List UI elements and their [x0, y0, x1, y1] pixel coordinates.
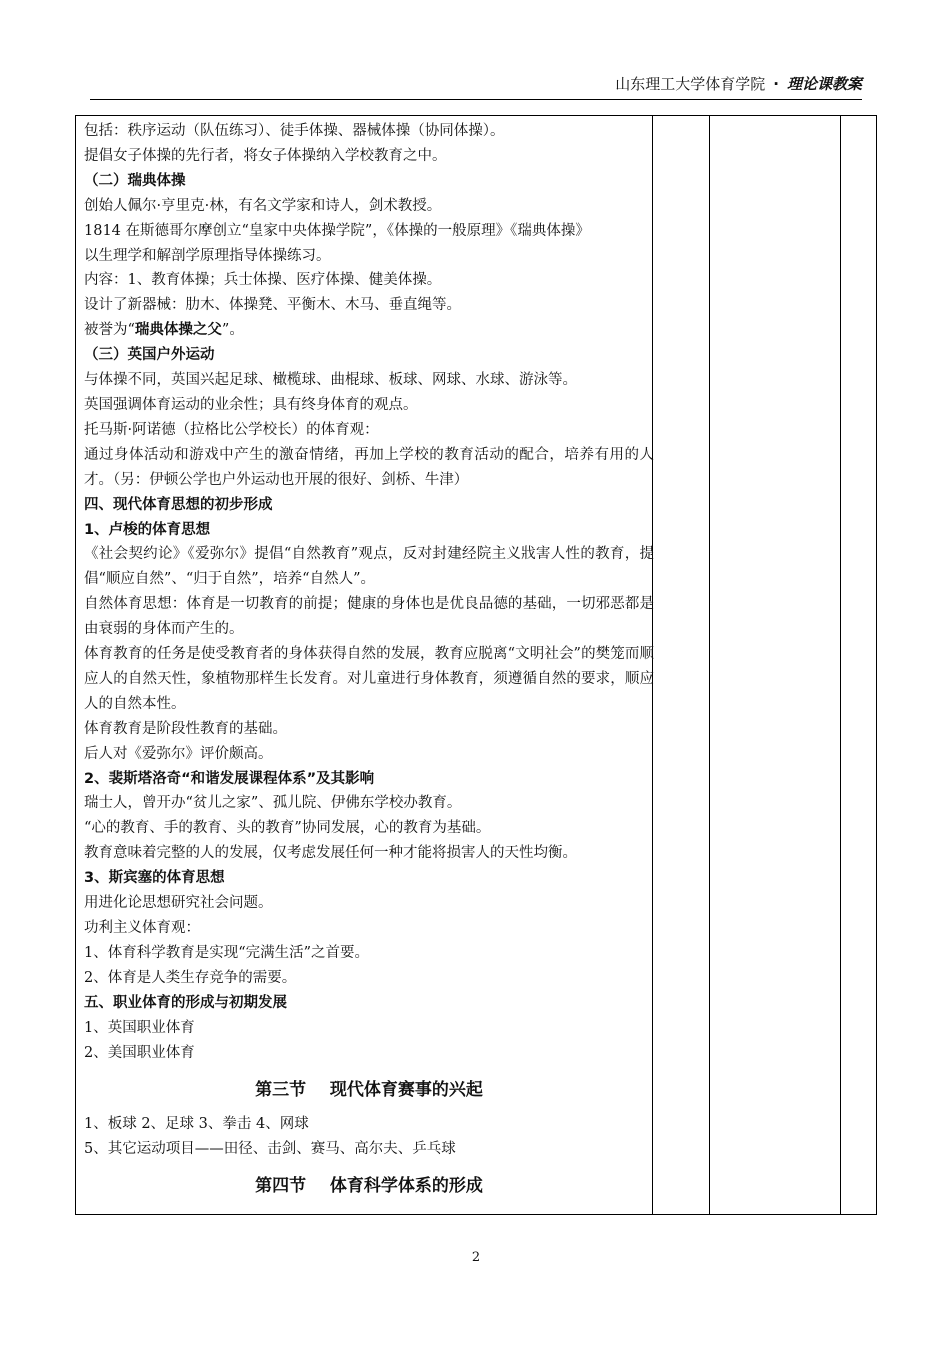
- subsection-heading: 1、卢梭的体育思想: [84, 521, 211, 538]
- text-line: 创始人佩尔·亨里克·林，有名文学家和诗人，剑术教授。: [84, 197, 442, 214]
- column-divider-3: [840, 115, 841, 1215]
- text-line: 功利主义体育观：: [84, 920, 200, 936]
- text-line: 1814 在斯德哥尔摩创立“皇家中央体操学院”，《体操的一般原理》《瑞典体操》: [84, 222, 590, 239]
- chapter-section-title: 第四节 体育科学体系的形成: [255, 1176, 483, 1197]
- column-divider-2: [709, 115, 710, 1215]
- text-line: 5、其它运动项目——田径、击剑、赛马、高尔夫、乒乓球: [84, 1141, 456, 1158]
- text-line: 2、体育是人类生存竞争的需要。: [84, 969, 297, 986]
- text-span: 被誉为“: [84, 322, 135, 339]
- section-heading: 五、职业体育的形成与初期发展: [84, 994, 287, 1011]
- subsection-heading: 3、斯宾塞的体育思想: [84, 870, 225, 887]
- text-line: 提倡女子体操的先行者，将女子体操纳入学校教育之中。: [84, 147, 447, 164]
- text-line: 与体操不同，英国兴起足球、橄榄球、曲棍球、板球、网球、水球、游泳等。: [84, 372, 577, 389]
- chapter-section-title: 第三节 现代体育赛事的兴起: [255, 1080, 483, 1101]
- page-header: [0, 74, 862, 94]
- text-line: 以生理学和解剖学原理指导体操练习。: [84, 247, 331, 264]
- header-school: 山东理工大学体育学院: [615, 75, 766, 93]
- section-heading: （二）瑞典体操: [84, 172, 186, 189]
- text-line: 体育教育是阶段性教育的基础。: [84, 720, 287, 737]
- section-heading: （三）英国户外运动: [84, 347, 215, 364]
- header-separator: ·: [773, 75, 779, 93]
- page-number: 2: [471, 1250, 481, 1265]
- text-line: 英国强调体育运动的业余性；具有终身体育的观点。: [84, 396, 418, 413]
- text-line: 托马斯·阿诺德（拉格比公学校长）的体育观：: [84, 421, 379, 438]
- text-line: 1、板球 2、足球 3、拳击 4、网球: [84, 1116, 309, 1133]
- text-line: “心的教育、手的教育、头的教育”协同发展，心的教育为基础。: [84, 820, 491, 837]
- text-paragraph: 通过身体活动和游戏中产生的激奋情绪，再加上学校的教育活动的配合，培养有用的人才。（另：伊顿公学也户外运动也开展的很好、剑桥、牛津）: [84, 446, 654, 488]
- text-line: 设计了新器械：肋木、体操凳、平衡木、木马、垂直绳等。: [84, 297, 461, 314]
- text-span: ”。: [221, 322, 244, 339]
- text-line: 包括：秩序运动（队伍练习）、徒手体操、器械体操（协同体操）。: [84, 123, 505, 139]
- text-line: [84, 318, 654, 343]
- text-line: 1、英国职业体育: [84, 1019, 195, 1036]
- subsection-heading: 2、裴斯塔洛奇“和谐发展课程体系”及其影响: [84, 770, 375, 787]
- text-line: 1、体育科学教育是实现“完满生活”之首要。: [84, 944, 370, 961]
- header-subtitle: 理论课教案: [786, 75, 862, 93]
- emphasis-text: 瑞典体操之父: [134, 322, 222, 339]
- header-rule: [90, 99, 862, 100]
- text-paragraph: 《社会契约论》《爱弥尔》提倡“自然教育”观点，反对封建经院主义戕害人性的教育，提倡“顺应自然”、“归于自然”，培养“自然人”。: [84, 546, 654, 588]
- text-line: 后人对《爱弥尔》评价颇高。: [84, 745, 273, 762]
- text-line: 内容：1、教育体操；兵士体操、医疗体操、健美体操。: [84, 272, 442, 289]
- text-line: 教育意味着完整的人的发展，仅考虑发展任何一种才能将损害人的天性均衡。: [84, 845, 577, 862]
- text-line: 2、美国职业体育: [84, 1044, 195, 1061]
- text-paragraph: 体育教育的任务是使受教育者的身体获得自然的发展，教育应脱离“文明社会”的樊笼而顺应人的自然天性，象植物那样生长发育。对儿童进行身体教育，须遵循自然的要求，顺应人的自然本性。: [84, 646, 654, 712]
- main-content: [84, 119, 654, 1199]
- text-line: 用进化论思想研究社会问题。: [84, 895, 273, 912]
- text-line: 瑞士人，曾开办“贫儿之家”、孤儿院、伊佛东学校办教育。: [84, 795, 462, 812]
- section-heading: 四、现代体育思想的初步形成: [84, 496, 273, 513]
- text-paragraph: 自然体育思想：体育是一切教育的前提；健康的身体也是优良品德的基础，一切邪恶都是由衰弱的身体而产生的。: [84, 596, 654, 638]
